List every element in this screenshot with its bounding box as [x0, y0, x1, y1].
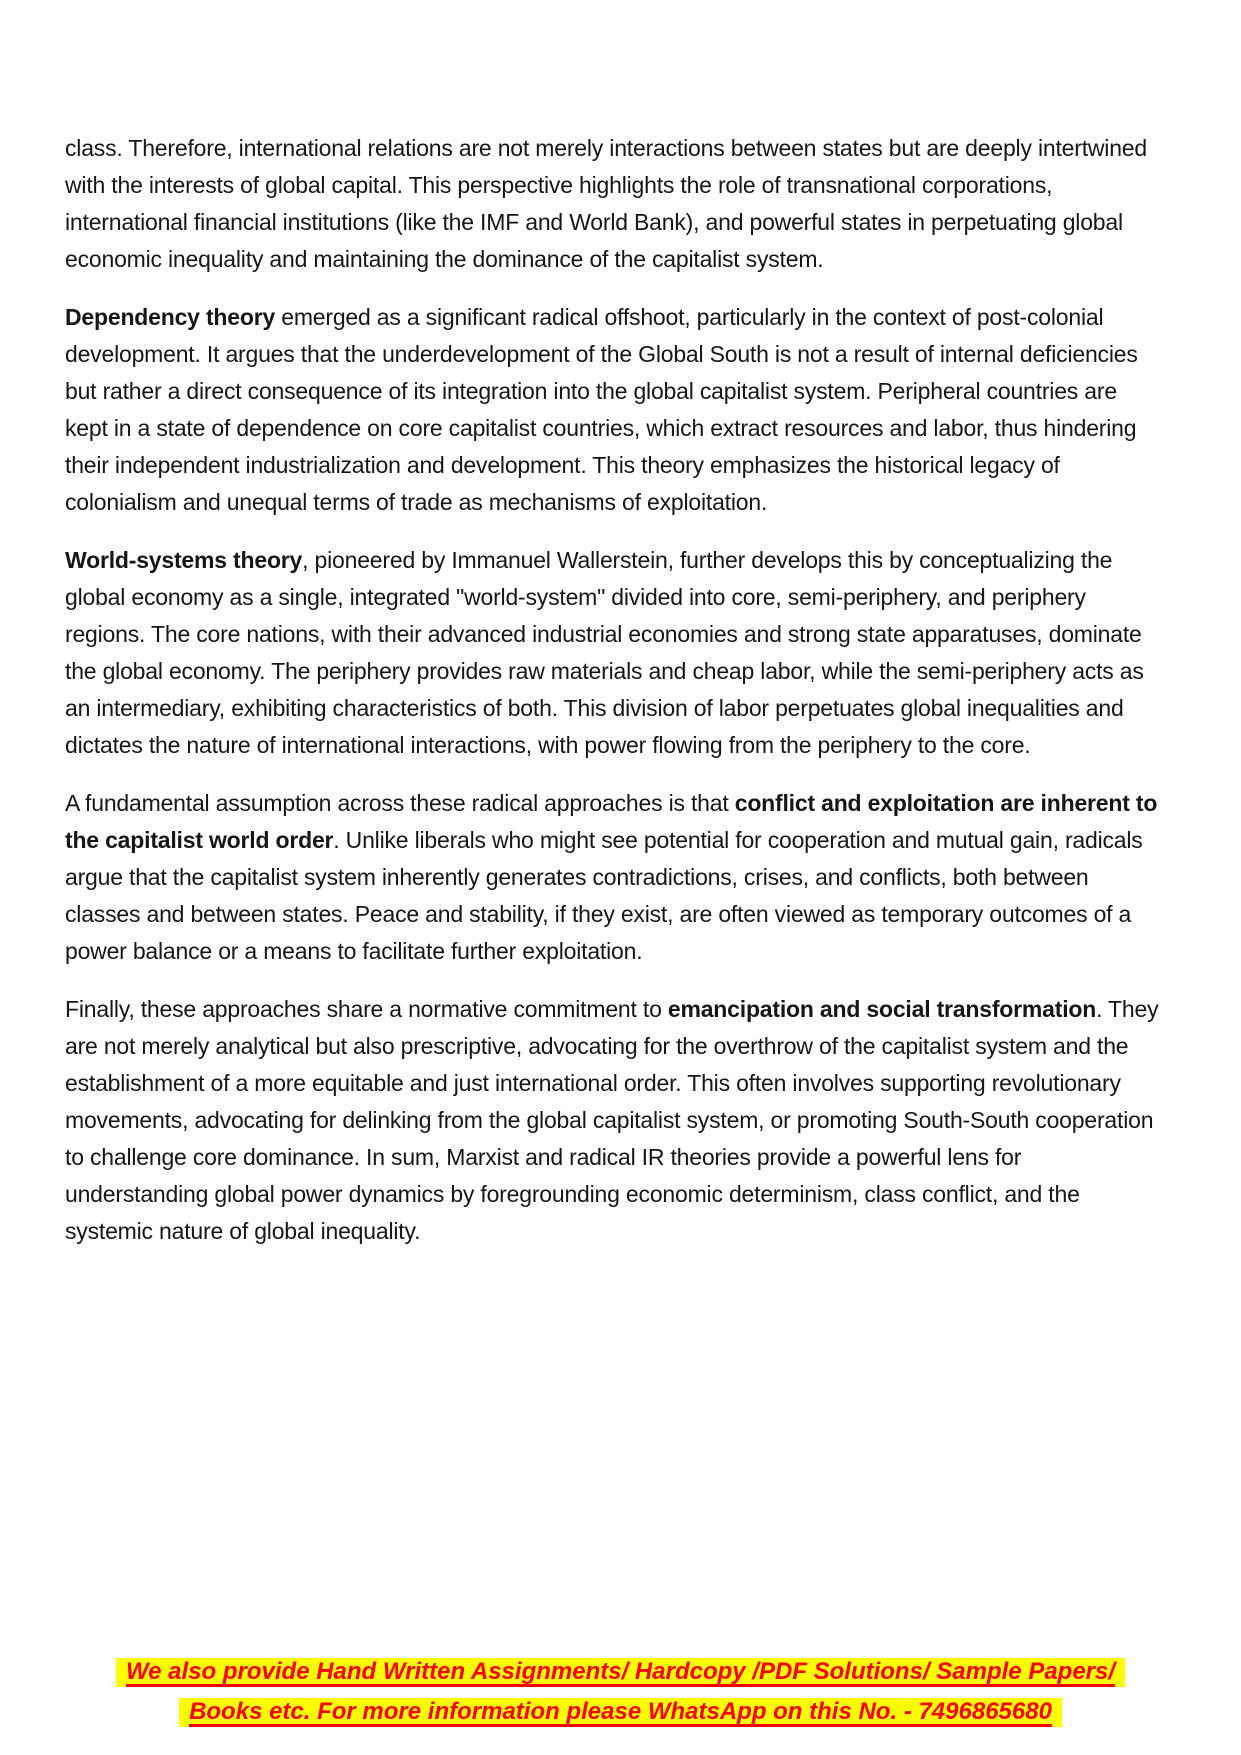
promo-footer-line-2 — [0, 1692, 1241, 1732]
promo-footer-line-1 — [0, 1652, 1241, 1692]
paragraph-dependency-theory: Dependency theory emerged as a significant radical offshoot, particularly in the context of post-colonial development. It argues that the underdevelopment of the Global South is not a result of internal deficiencies but rather a direct consequence of its integration into the global capitalist system. Peripheral countries are kept in a state of dependence on core capitalist countries, which extract resources and labor, thus hindering their independent industrialization and development. This theory emphasizes the historical legacy of colonialism and unequal terms of trade as mechanisms of exploitation. — [65, 304, 1138, 515]
paragraph-world-systems-theory: World-systems theory, pioneered by Immanuel Wallerstein, further develops this by conceptualizing the global economy as a single, integrated "world-system" divided into core, semi-periphery, and periphery regions. The core nations, with their advanced industrial economies and strong state apparatuses, dominate the global economy. The periphery provides raw materials and cheap labor, while the semi-periphery acts as an intermediary, exhibiting characteristics of both. This division of labor perpetuates global inequalities and dictates the nature of international interactions, with power flowing from the periphery to the core. — [65, 547, 1144, 758]
document-body — [65, 130, 1162, 1271]
promo-footer — [0, 1652, 1241, 1732]
paragraph-conflict-exploitation: A fundamental assumption across these radical approaches is that conflict and exploitation are inherent to the capitalist world order. Unlike liberals who might see potential for cooperation and mutual gain, radicals argue that the capitalist system inherently generates contradictions, crises, and conflicts, both between classes and between states. Peace and stability, if they exist, are often viewed as temporary outcomes of a power balance or a means to facilitate further exploitation. — [65, 790, 1158, 964]
paragraph-intro-continuation: class. Therefore, international relations are not merely interactions between states but are deeply intertwined with the interests of global capital. This perspective highlights the role of transnational corporations, international financial institutions (like the IMF and World Bank), and powerful states in perpetuating global economic inequality and maintaining the dominance of the capitalist system. — [65, 135, 1147, 272]
paragraph-emancipation: Finally, these approaches share a normative commitment to emancipation and social transformation. They are not merely analytical but also prescriptive, advocating for the overthrow of the capitalist system and the establishment of a more equitable and just international order. This often involves supporting revolutionary movements, advocating for delinking from the global capitalist system, or promoting South-South cooperation to challenge core dominance. In sum, Marxist and radical IR theories provide a powerful lens for understanding global power dynamics by foregrounding economic determinism, class conflict, and the systemic nature of global inequality. — [65, 996, 1159, 1244]
promo-footer-text-2: Books etc. For more information please WhatsApp on this No. - 7496865680 — [179, 1698, 1062, 1727]
promo-footer-text-1: We also provide Hand Written Assignments/ Hardcopy /PDF Solutions/ Sample Papers/ — [116, 1658, 1125, 1687]
